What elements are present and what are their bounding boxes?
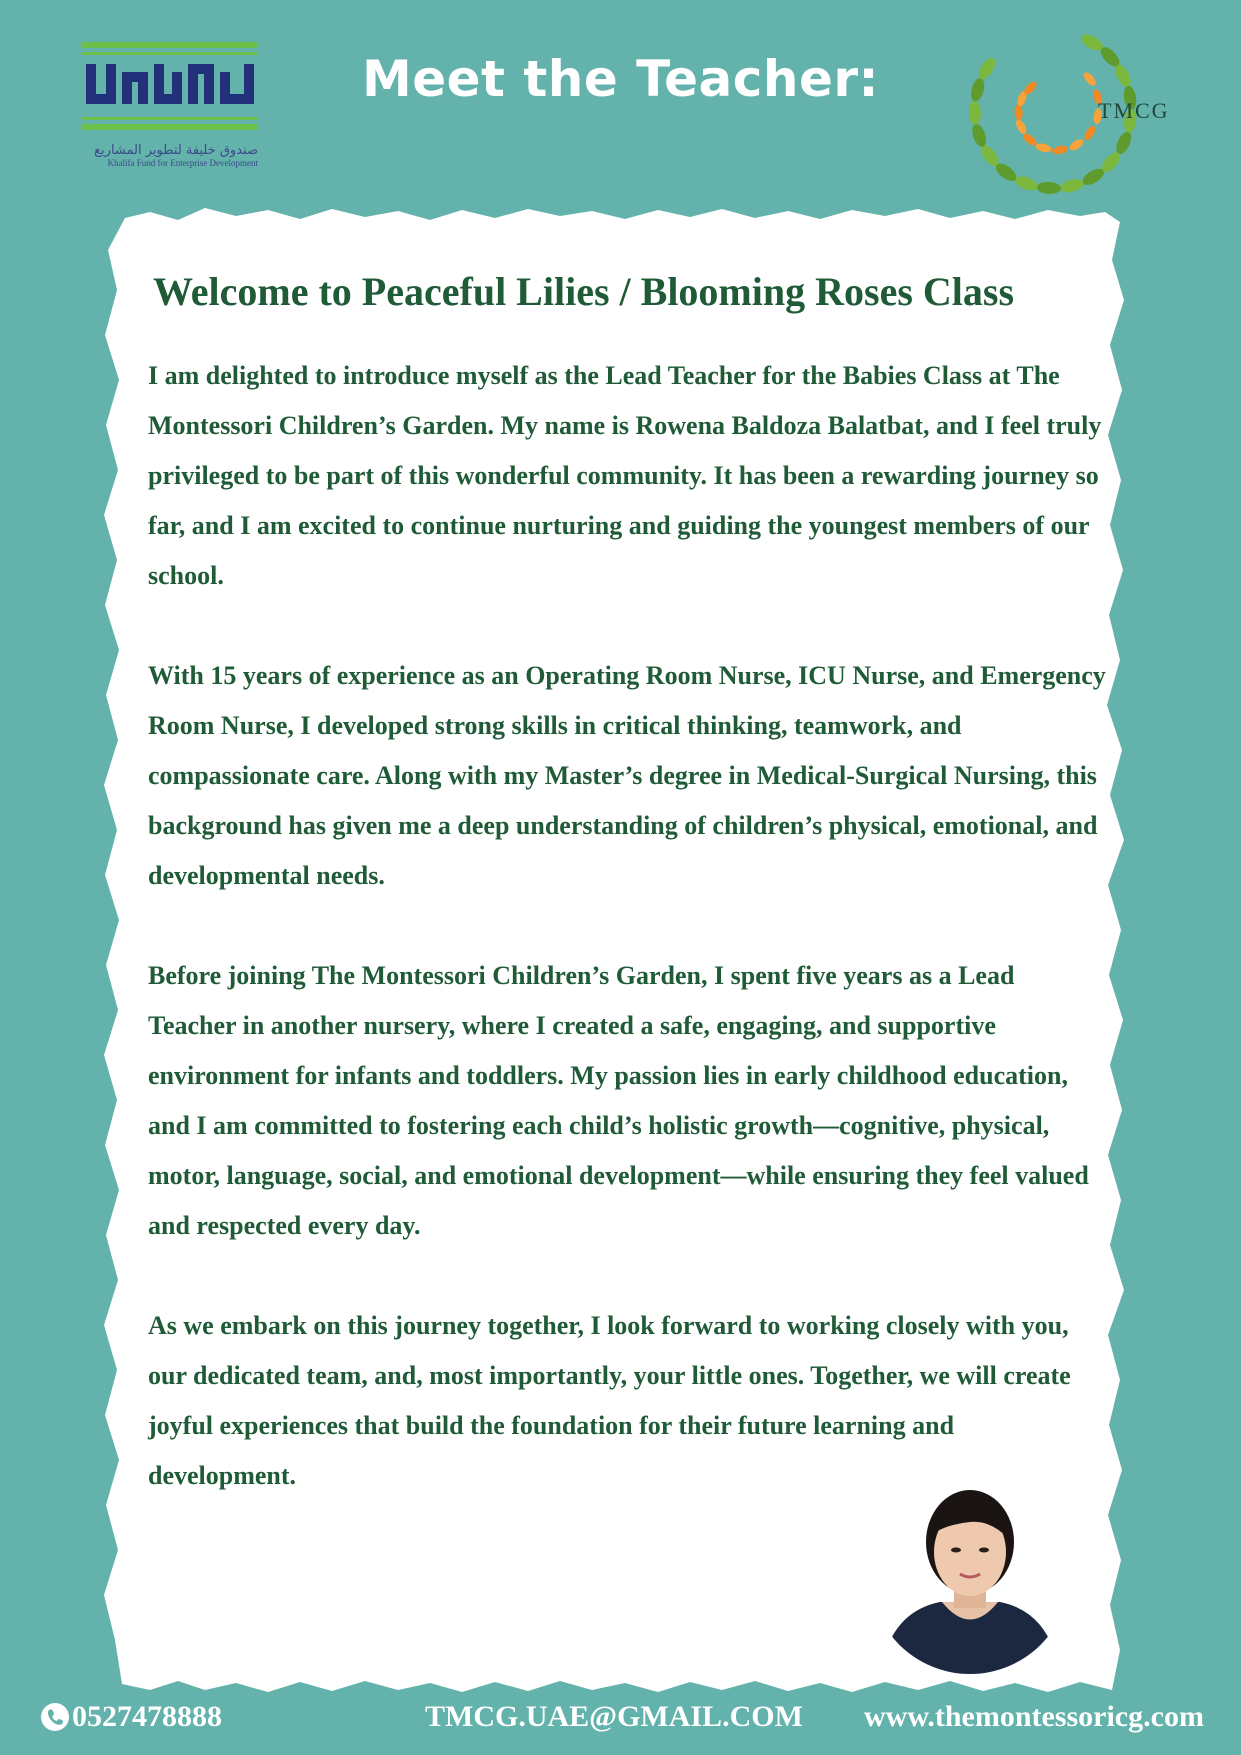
phone-contact[interactable] [40, 1700, 222, 1734]
website-link[interactable]: www.themontessoricg.com [864, 1700, 1204, 1733]
phone-number: 0527478888 [72, 1700, 222, 1733]
paragraph-background: Before joining The Montessori Children’s Garden, I spent five years as a Lead Teacher in another nursery, where I created a safe, engaging, and supportive environment for infants and toddlers. My passion lies in early childhood education, and I am committed to fostering each child’s holistic growth—cognitive, physical, motor, language, social, and emotional development—while ensuring they feel valued and respected every day. [148, 961, 1089, 1240]
page-title: Meet the Teacher: [361, 50, 880, 108]
phone-icon [40, 1702, 70, 1732]
tmcg-logo [968, 18, 1178, 203]
paragraph-experience: With 15 years of experience as an Operating Room Nurse, ICU Nurse, and Emergency Room Nurse, I developed strong skills in critical thinking, teamwork, and compassionate care. Along with my Master’s degree in Medical-Surgical Nursing, this background has given me a deep understanding of children’s physical, emotional, and developmental needs. [148, 661, 1106, 890]
contact-footer [0, 1700, 1241, 1740]
tmcg-logo-text: TMCG [1098, 98, 1170, 123]
email-link[interactable]: TMCG.UAE@GMAIL.COM [425, 1700, 803, 1733]
welcome-heading: Welcome to Peaceful Lilies / Blooming Roses Class [153, 269, 1015, 314]
teacher-photo [870, 1462, 1070, 1674]
paragraph-introduction: I am delighted to introduce myself as the Lead Teacher for the Babies Class at The Montessori Children’s Garden. My name is Rowena Baldoza Balatbat, and I feel truly privileged to be part of this wonderful community. It has been a rewarding journey so far, and I am excited to continue nurturing and guiding the youngest members of our school. [148, 361, 1102, 590]
khalifa-fund-logo-icon [82, 42, 258, 130]
khalifa-fund-english-name: Khalifa Fund for Enterprise Development [107, 158, 258, 168]
teacher-letter [148, 268, 1108, 1551]
khalifa-fund-logo [82, 42, 258, 172]
paragraph-closing: As we embark on this journey together, I look forward to working closely with you, our dedicated team, and, most importantly, your little ones. Together, we will create joyful experiences that build the foundation for their future learning and development. [148, 1311, 1071, 1490]
khalifa-fund-arabic-name: صندوق خليفة لتطوير المشاريع [94, 143, 258, 158]
